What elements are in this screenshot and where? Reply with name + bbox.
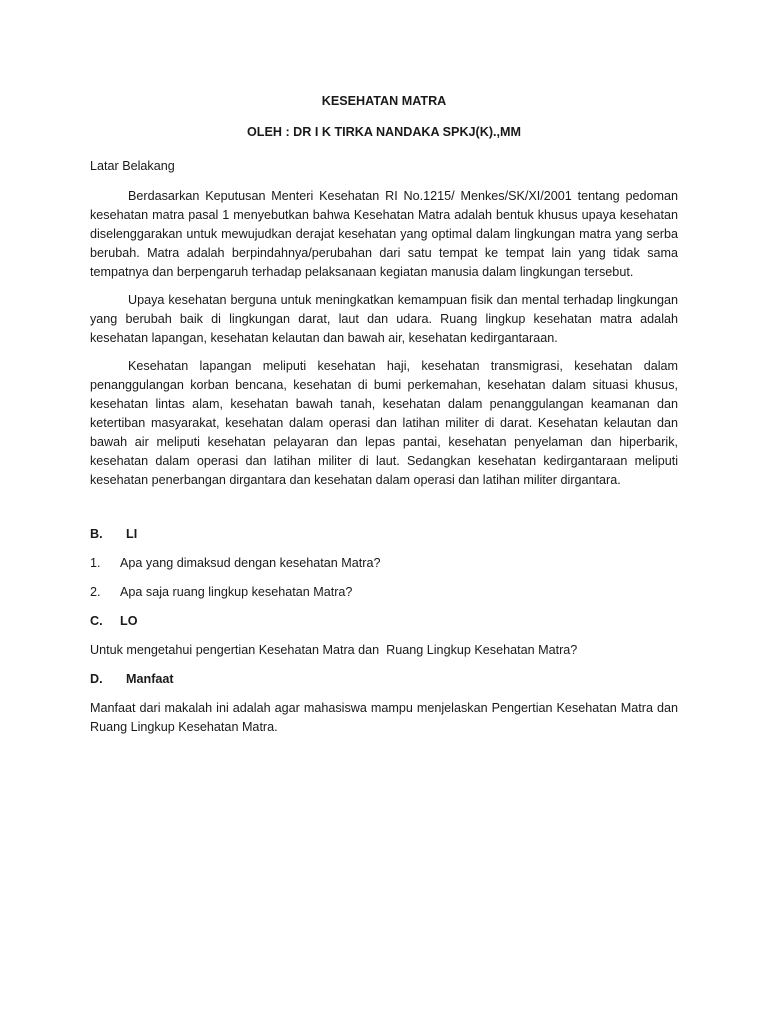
section-d-label: Manfaat (126, 672, 174, 686)
paragraph-1: Berdasarkan Keputusan Menteri Kesehatan RI No.1215/ Menkes/SK/XI/2001 tentang pedoman kesehatan matra pasal 1 menyebutkan bahwa Kesehatan Matra adalah bentuk khusus upaya kesehatan diselenggarakan untuk mewujudkan derajat kesehatan yang optimal dalam lingkungan matra yang serba berubah. Matra adalah berpindahnya/perubahan dari satu tempat ke tempat lain yang tidak sama tempatnya dan berpengaruh terhadap pelaksanaan kegiatan manusia dalam lingkungan tersebut. (90, 189, 678, 279)
background-heading: Latar Belakang (90, 159, 175, 173)
question-1-text: Apa yang dimaksud dengan kesehatan Matra? (120, 556, 381, 570)
paragraph-2: Upaya kesehatan berguna untuk meningkatkan kemampuan fisik dan mental terhadap lingkungan yang berubah baik di lingkungan darat, laut dan udara. Ruang lingkup kesehatan matra adalah kesehatan lapangan, kesehatan kelautan dan bawah air, kesehatan kedirgantaraan. (90, 293, 678, 345)
section-d-heading (90, 670, 678, 689)
question-2 (90, 583, 678, 602)
section-d-number: D. (90, 672, 103, 686)
section-c-number: C. (90, 614, 103, 628)
section-c-label: LO (120, 614, 138, 628)
document-title: KESEHATAN MATRA (321, 94, 447, 108)
section-c-heading (90, 612, 678, 631)
question-2-text: Apa saja ruang lingkup kesehatan Matra? (120, 585, 353, 599)
lo-text: Untuk mengetahui pengertian Kesehatan Matra dan Ruang Lingkup Kesehatan Matra? (90, 643, 578, 657)
question-2-number: 2. (90, 585, 101, 599)
document-content (90, 92, 678, 737)
section-b-number: B. (90, 527, 103, 541)
manfaat-text: Manfaat dari makalah ini adalah agar mahasiswa mampu menjelaskan Pengertian Kesehatan Matra dan Ruang Lingkup Kesehatan Matra. (90, 701, 678, 734)
section-b-label: LI (126, 527, 138, 541)
section-b-heading (90, 525, 678, 544)
question-1 (90, 554, 678, 573)
question-1-number: 1. (90, 556, 101, 570)
document-author: OLEH : DR I K TIRKA NANDAKA SPKJ(K).,MM (246, 125, 522, 139)
paragraph-3: Kesehatan lapangan meliputi kesehatan haji, kesehatan transmigrasi, kesehatan dalam penanggulangan korban bencana, kesehatan di bumi perkemahan, kesehatan dalam situasi khusus, kesehatan lintas alam, kesehatan bawah tanah, kesehatan dalam penanggulangan keamanan dan ketertiban masyarakat, kesehatan dalam operasi dan latihan militer di darat. Kesehatan kelautan dan bawah air meliputi kesehatan pelayaran dan lepas pantai, kesehatan penyelaman dan hiperbarik, kesehatan dalam operasi dan latihan militer di laut. Sedangkan kesehatan kedirgantaraan meliputi kesehatan penerbangan dirgantara dan kesehatan dalam operasi dan latihan militer dirgantara. (90, 359, 678, 487)
